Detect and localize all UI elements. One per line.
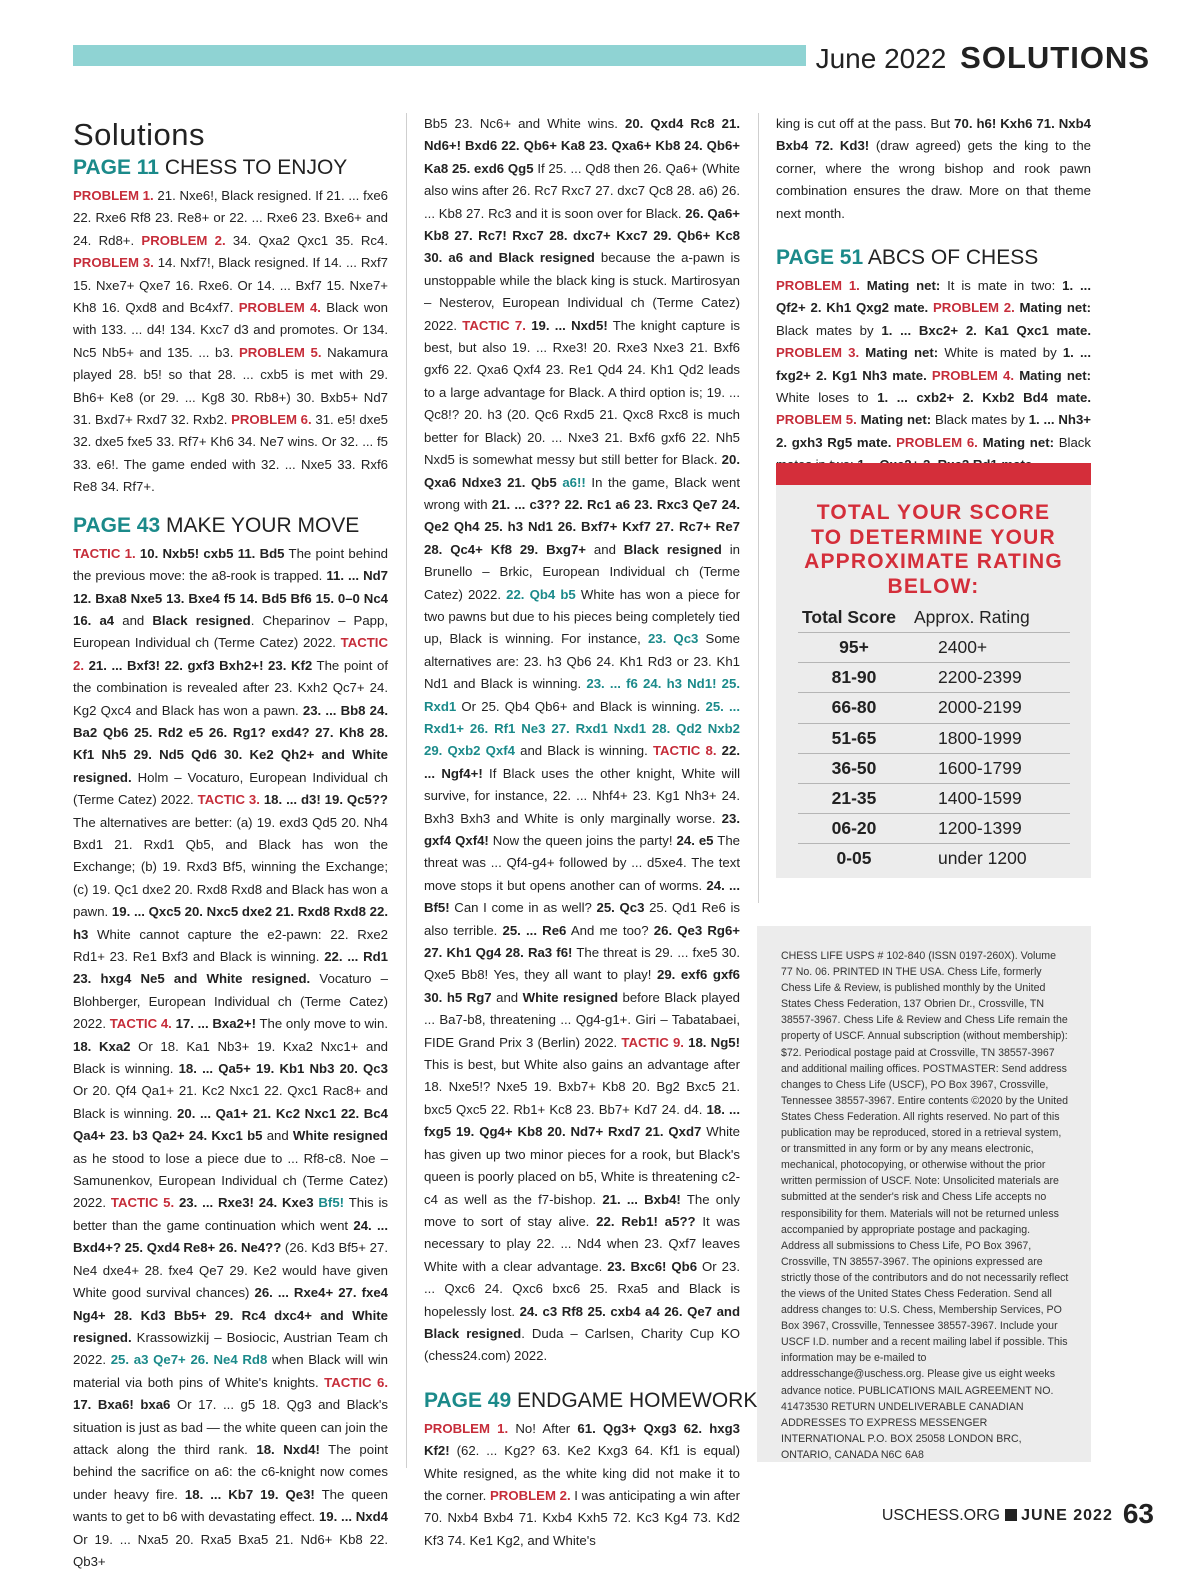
solutions-page-49-part-1: [424, 1418, 740, 1552]
section-heading-page-51: PAGE 51 ABCS OF CHESS: [776, 246, 1039, 270]
text-run: White resigned: [522, 989, 618, 1005]
text-run: This is best, but White also gains an advantage after 18. Nxe5!? Nxe5 19. Bxb7+ Kb8 20. Bg2 Bxc5 21. bxc5 Qxc5 22. Rb1+ Kc8 23. Bb7+ Kd7 24. d4.: [424, 1057, 740, 1117]
text-run: The knight capture is best, but also 19. ... Rxe3! 20. Rxe3 Nxe3 21. Bxf6 gxf6 22. Qxa6 Qxf4 23. Re1 Qd4 24. Kh1 Qd2 leads to a large advantage for Black. A third option is; 19. ... Qc8!? 20. h3 (20. Qc6 Rxd5 21. Qxc8 Rxc8 is much better for Black) 20. ... Nxe3 21. Bxf6 gxf6 22. Nh5 Nxd5 is somewhat messy but still better for Black.: [424, 317, 740, 468]
text-run: Holm – Vocaturo, European Individual ch (Terme Catez) 2022.: [73, 769, 388, 808]
text-run: The only move to win.: [255, 1016, 388, 1032]
table-row: 95+ 2400+: [798, 633, 1070, 663]
text-run: 19. ... Nxd5!: [531, 317, 608, 333]
text-run: Now the queen joins the party!: [488, 833, 677, 848]
text-run: White is mated by: [938, 345, 1063, 361]
footer-month: JUNE 2022: [1021, 1507, 1113, 1524]
text-run: TACTIC 5.: [110, 1195, 179, 1211]
text-run: 1. ... cxb2+ 2. Kxb2 Bd4 mate.: [877, 390, 1091, 406]
text-run: Black mates by: [931, 412, 1029, 428]
text-run: White cannot capture the e2-pawn: 22. Rxe2 Rd1+ 23. Re1 Bxf3 and Black is winning.: [73, 926, 388, 964]
score-rating-box: [776, 463, 1091, 878]
text-run: No! After: [515, 1420, 578, 1436]
text-run: White loses to: [776, 390, 878, 406]
text-run: 22. ... Ngf4+!: [424, 743, 740, 781]
page-title: Solutions: [73, 117, 206, 152]
text-run: PROBLEM 3.: [776, 345, 866, 361]
text-run: (26. Kd3 Bf5+ 27. Ne4 dxe4+ 28. fxe4 Qe7 29. Ke2 would have given White good survival chances): [73, 1240, 388, 1301]
column-divider: [406, 113, 407, 1468]
text-run: Black: [1058, 434, 1091, 450]
text-run: Black resigned: [623, 541, 722, 557]
text-run: 23. Qc3: [647, 631, 699, 647]
text-run: 19. ... Nxd4: [318, 1509, 389, 1525]
table-row: 36-50 1600-1799: [798, 753, 1070, 783]
text-run: 23. gxf4 Qxf4!: [424, 810, 740, 848]
text-run: 1. ... fxg2+ 2. Kg1 Nh3 mate.: [776, 345, 1092, 383]
text-run: Bf5!: [318, 1195, 345, 1211]
text-run: PROBLEM 4.: [931, 367, 1020, 383]
text-run: when Black will win material via both pins of White's knights.: [73, 1352, 389, 1390]
text-run: 21. ... c3?? 22. Rc1 a6 23. Rxc3 Qe7 24. Qe2 Qh4 25. h3 Nd1 26. Bxf7+ Kxf7 27. Rc7+ Re7 28. Qc4+ Kf8 29. Bxg7+: [424, 496, 741, 557]
text-run: 17. ... Bxa2+!: [175, 1016, 256, 1032]
text-run: The only move to sort of stay alive.: [424, 1191, 740, 1229]
text-run: And me too?: [566, 922, 654, 938]
text-run: It is mate in two:: [940, 278, 1063, 294]
table-row: 81-90 2200-2399: [798, 663, 1070, 693]
text-run: PROBLEM 2.: [933, 300, 1020, 316]
text-run: 18. ... fxg5 19. Qg4+ Kb8 20. Nd7+ Rxd7 21. Qxd7: [424, 1101, 740, 1140]
text-run: Mating net:: [860, 412, 932, 428]
text-run: TACTIC 3.: [197, 792, 264, 808]
header-month: June 2022: [815, 43, 947, 74]
section-heading-page-43: PAGE 43 MAKE YOUR MOVE: [73, 513, 360, 537]
text-run: 25. Qd1 Re6 is also terrible.: [424, 900, 740, 938]
text-run: Mating net:: [866, 278, 941, 294]
text-run: If 25. ... Qd8 then 26. Qa6+ (White also wins after 26. Rc7 Rxc7 27. dxc7 Qc8 28. a6) 26. ... Kb8 27. Rc3 and it is soon over for Black.: [424, 160, 740, 221]
text-run: Or 25. Qb4 Qb6+ and Black is winning.: [456, 698, 706, 714]
text-run: Bb5 23. Nc6+ and White wins.: [424, 116, 625, 131]
text-run: 20. ... Qa1+ 21. Kc2 Nxc1 22. Bc4 Qa4+ 23. b3 Qa2+ 24. Kxc1 b5: [73, 1105, 388, 1144]
text-run: PROBLEM 6.: [896, 434, 983, 450]
text-run: Mating net:: [982, 434, 1054, 450]
text-run: 21. ... Bxb4!: [602, 1191, 681, 1207]
text-run: The point of the combination is revealed after 23. Kxh2 Qc7+ 24. Kg2 Qxc4 and Black has won a pawn.: [73, 657, 388, 718]
text-run: 19. ... Qxc5 20. Nxc5 dxe2 21. Rxd8 Rxd8 22. h3: [73, 904, 388, 942]
text-run: 26. ... Rxe4+ 27. fxe4 Ng4+ 28. Kd3 Bb5+ 29. Rc4 dxc4+ and White resigned.: [73, 1285, 388, 1345]
score-box-accent: [776, 463, 1091, 485]
text-run: Black mates by: [776, 322, 882, 338]
text-run: TACTIC 7.: [462, 317, 532, 333]
text-run: 21. ... Bxf3! 22. gxf3 Bxh2+! 23. Kf2: [88, 657, 313, 673]
text-run: Mating net:: [1019, 367, 1092, 383]
text-run: Vocaturo – Blohberger, European Individual ch (Terme Catez) 2022.: [73, 971, 389, 1032]
text-run: Or 17. ... g5 18. Qg3 and Black's situation is just as bad — the white queen can join the attack along the third rank.: [73, 1397, 389, 1457]
header-section: SOLUTIONS: [960, 40, 1150, 75]
text-run: Some alternatives are: 23. h3 Qb6 24. Kh1 Rd3 or 23. Kh1 Nd1 and Black is winning.: [424, 631, 740, 692]
text-run: Or 19. ... Nxa5 20. Rxa5 Bxa5 21. Nd6+ Kb8 22. Qb3+: [73, 1531, 388, 1569]
text-run: 61. Qg3+ Qxg3 62. hxg3 Kf2!: [424, 1420, 740, 1459]
solutions-page-43-part-2: [424, 113, 740, 1368]
text-run: 25. a3 Qe7+ 26. Ne4 Rd8: [110, 1352, 268, 1368]
text-run: 20. Qxd4 Rc8 21. Nd6+! Bxd6 22. Qb6+ Ka8 23. Qxa6+ Kb8 24. Qb6+ Ka8 25. exd6 Qg5: [424, 116, 740, 176]
text-run: (draw agreed) gets the king to the corner, where the wrong bishop and rook pawn combination ensures the draw. More on that theme next month.: [776, 138, 1092, 221]
text-run: 17. Bxa6! bxa6: [73, 1397, 171, 1413]
solutions-page-49-part-2: [776, 113, 1091, 225]
text-run: PROBLEM 1.: [776, 278, 867, 294]
text-run: Can I come in as well?: [449, 900, 597, 916]
text-run: in Brunello – Brkic, European Individual ch (Terme Catez) 2022.: [424, 541, 740, 602]
text-run: 20. Qxa6 Ndxe3 21. Qb5: [424, 452, 740, 490]
text-run: TACTIC 1.: [73, 545, 140, 561]
solutions-page-43-part-1: [73, 543, 388, 1573]
text-run: 23. ... Rxe3! 24. Kxe3: [178, 1195, 314, 1211]
text-run: 22. Reb1! a5??: [596, 1213, 696, 1229]
text-run: and: [491, 989, 523, 1005]
footer-site: USCHESS.ORG: [881, 1507, 1001, 1524]
text-run: . Duda – Carlsen, Charity Cup KO (chess24.com) 2022.: [424, 1325, 740, 1364]
text-run: 25. ... Rxd1+ 26. Rf1 Ne3 27. Rxd1 Nxd1 28. Qd2 Nxb2 29. Qxb2 Qxf4: [424, 698, 740, 759]
text-run: PROBLEM 5.: [776, 412, 861, 428]
text-run: as he stood to lose a piece due to ... Rf8-c8. Noe – Samunenkov, European Individual ch (Terme Catez) 2022.: [73, 1150, 388, 1211]
table-row: 51-65 1800-1999: [798, 723, 1070, 753]
header-accent-bar: [73, 45, 806, 66]
column-1: [73, 113, 388, 1573]
text-run: a6!!: [562, 474, 586, 490]
text-run: PROBLEM 1.: [424, 1420, 516, 1436]
text-run: 24. e5: [676, 833, 714, 848]
table-row: 0-05 under 1200: [836, 848, 1027, 869]
text-run: 18. Nxd4!: [256, 1441, 320, 1457]
text-run: 26. Qa6+ Kb8 27. Rc7! Rxc7 28. dxc7+ Kxc7 29. Qb6+ Kc8 30. a6 and Black resigned: [424, 205, 741, 266]
text-run: and: [586, 541, 624, 557]
text-run: Krassowizkij – Bosiocic, Austrian Team ch 2022.: [73, 1329, 388, 1368]
text-run: 1. ... Qf2+ 2. Kh1 Qxg2 mate.: [776, 278, 1092, 316]
text-run: 18. ... Qa5+ 19. Kb1 Nb3 20. Qc3: [178, 1061, 388, 1077]
text-run: 18. ... d3! 19. Qc5??: [263, 792, 388, 808]
text-run: . Cheparinov – Papp, European Individual ch (Terme Catez) 2022.: [73, 612, 388, 651]
rating-table-header: [798, 605, 1070, 633]
text-run: TACTIC 4.: [109, 1016, 176, 1032]
page-footer: [882, 1498, 1154, 1530]
text-run: The alternatives are better: (a) 19. exd3 Qd5 20. Nh4 Bxd1 21. Rxd1 Qb5, and Black has won the Exchange; (b) 19. Rxd3 Bf5, winning the Exchange; (c) 19. Qc1 dxe2 20. Rxd8 Rxd8 and Black has won a pawn.: [73, 814, 388, 920]
square-bullet-icon: [1005, 1509, 1017, 1521]
text-run: White resigned: [292, 1128, 388, 1144]
text-run: 22. ... Rd1 23. hxg4 Ne5 and White resigned.: [73, 949, 388, 987]
text-run: (62. ... Kg2? 63. Ke2 Kxg3 64. Kf1 is equal) White resigned, as the white king did not make it to the corner.: [424, 1443, 740, 1503]
text-run: 24. ... Bf5!: [424, 877, 740, 916]
text-run: 11. ... Nd7 12. Bxa8 Nxe5 13. Bxe4 f5 14. Bd5 Bf6 15. 0–0 Nc4 16. a4: [73, 568, 388, 628]
column-header-approx-rating: Approx. Rating: [910, 605, 1070, 633]
text-run: 23. ... f6 24. h3 Nd1! 25. Rxd1: [424, 676, 740, 714]
text-run: 70. h6! Kxh6 71. Nxb4 Bxb4 72. Kd3!: [776, 116, 1091, 154]
section-heading-page-11: PAGE 11 CHESS TO ENJOY: [73, 156, 348, 179]
text-run: 1. ... Nh3+ 2. gxh3 Rg5 mate.: [776, 412, 1092, 450]
text-run: If Black uses the other knight, White will survive, for instance, 22. ... Nhf4+ 23. Kg1 Nh3+ 24. Bxh3 Bxh3 and White is only marginally worse.: [424, 765, 740, 826]
text-run: White has given up two minor pieces for a rook, but Black's queen is poorly placed on b5, White is threatening c2-c4 as well as the f7-bishop.: [424, 1124, 741, 1207]
text-run: and Black is winning.: [514, 743, 653, 759]
text-run: 29. exf6 gxf6 30. h5 Rg7: [424, 967, 741, 1005]
text-run: 18. ... Kb7 19. Qe3!: [184, 1486, 315, 1502]
text-run: 18. Kxa2: [73, 1038, 131, 1054]
text-run: The point behind the previous move: the a8-rook is trapped.: [73, 545, 388, 584]
solutions-page-11: PROBLEM 1. 21. Nxe6!, Black resigned. If 21. ... fxe6 22. Rxe6 Rf8 23. Re8+ or 22. ... Rxe6 23. Bxe6+ and 24. Rd8+. PROBLEM 2. 34. Qxa2 Qxc1 35. Rc4. PROBLEM 3. 14. Nxf7!, Black resigned. If 14. ... Rxf7 15. Nxe7+ Qxe7 16. Rxe6. Or 14. ... Bxf7 15. Nxe7+ Kh8 16. Qxd8 and Bc4xf7. PROBLEM 4. Black won with 133. ... d4! 134. Kxc7 d3 and promotes. Or 134. Nc5 Nb5+ and 135. ... b3. PROBLEM 5. Nakamura played 28. b5! so that 28. ... cxb5 is met with 29. Bh6+ Ke8 (or 29. ... Kg8 30. Rb8+) 30. Bxb5+ Nd7 31. Bxd7+ Rxd7 32. Rxb2. PROBLEM 6. 31. e5! dxe5 32. dxe5 fxe5 33. Rf7+ Kh6 34. Ne7 wins. Or 32. ... f5 33. e6!. The game ended with 32. ... Nxe5 33. Rxf6 Re8 34. Rf7+.: [73, 188, 389, 495]
text-run: In the game, Black went wrong with: [424, 474, 740, 512]
text-run: TACTIC 8.: [652, 743, 722, 759]
text-run: Mating net:: [1019, 300, 1092, 316]
column-3: [776, 113, 1091, 477]
text-run: 23. Bxc6! Qb6: [607, 1258, 698, 1274]
column-header-total-score: Total Score: [798, 605, 910, 633]
text-run: TACTIC 9.: [621, 1034, 689, 1050]
text-run: before Black played ... Ba7-b8, threatening ... Qg4-g1+. Giri – Tabatabaei, FIDE Grand Prix 3 (Berlin) 2022.: [424, 989, 740, 1050]
solutions-page-51: [776, 275, 1091, 477]
column-2: [424, 113, 758, 1552]
text-run: 26. Qe3 Rg6+ 27. Kh1 Qg4 28. Ra3 f6!: [424, 922, 740, 961]
text-run: king is cut off at the pass. But: [776, 116, 955, 131]
text-run: 25. ... Re6: [502, 922, 567, 938]
text-run: This is better than the game continuation which went: [73, 1195, 388, 1233]
text-run: The threat was ... Qf4-g4+ followed by ... d5xe4. The text move stops it but opens another can of worms.: [424, 833, 741, 893]
text-run: TACTIC 6.: [324, 1374, 388, 1390]
rating-table: [798, 605, 1070, 874]
text-run: Or 20. Qf4 Qa1+ 21. Kc2 Nxc1 22. Qxc1 Rac8+ and Black is winning.: [73, 1083, 388, 1121]
publication-notice: CHESS LIFE USPS # 102-840 (ISSN 0197-260X). Volume 77 No. 06. PRINTED IN THE USA. Chess Life, formerly Chess Life & Review, is published monthly by the United States Chess Federation, 137 Obrien Dr., Crossville, TN 38557-3967. Chess Life & Review and Chess Life remain the property of USCF. Annual subscription (without membership): $72. Periodical postage paid at Crossville, TN 38557-3967 and additional mailing offices. POSTMASTER: Send address changes to Chess Life (USCF), PO Box 3967, Crossville, Tennessee 38557-3967. Entire contents ©2020 by the United States Chess Federation. All rights reserved. No part of this publication may be reproduced, stored in a retrieval system, or transmitted in any form or by any means electronic, mechanical, photocopying, or otherwise without the prior written permission of USCF. Note: Unsolicited materials are submitted at the sender's risk and Chess Life accepts no responsibility for them. Materials will not be returned unless accompanied by appropriate postage and packaging. Address all submissions to Chess Life, PO Box 3967, Crossville, TN 38557-3967. The opinions expressed are strictly those of the contributors and do not necessarily reflect the views of the United States Chess Federation. Send all address changes to: U.S. Chess, Membership Services, PO Box 3967, Crossville, Tennessee 38557-3967. Include your USCF I.D. number and a recent mailing label if possible. This information may be e-mailed to addresschange@uschess.org. Please give us eight weeks advance notice. PUBLICATIONS MAIL AGREEMENT NO. 41473530 RETURN UNDELIVERABLE CANADIAN ADDRESSES TO EXPRESS MESSENGER INTERNATIONAL P.O. BOX 25058 LONDON BRC, ONTARIO, CANADA N6C 6A8: [757, 926, 1091, 1462]
text-run: and: [262, 1128, 293, 1144]
table-row: 21-35 1400-1599: [798, 783, 1070, 813]
score-box-title: TOTAL YOUR SCORE TO DETERMINE YOUR APPROXIMATE RATING BELOW:: [804, 501, 1063, 598]
text-run: 23. ... Bb8 24. Ba2 Qb6 25. Rd2 e5 26. Rg1? exd4? 27. Kh8 28. Kf1 Nh5 29. Nd5 Qd6 30. Ke2 Qh2+ and White resigned.: [73, 702, 388, 785]
text-run: 22. Qb4 b5: [506, 586, 576, 602]
text-run: 10. Nxb5! cxb5 11. Bd5: [139, 545, 285, 561]
page-header: [816, 40, 1150, 76]
table-row: 06-20 1200-1399: [798, 814, 1070, 844]
text-run: The queen wants to get to b6 with devastating effect.: [73, 1486, 388, 1525]
text-run: I was anticipating a win after 70. Nxb4 Bxb4 71. Kxb4 Kxh5 72. Kc3 Kg4 73. Kd2 Kf3 74. Ke1 Kg2, and White's: [424, 1487, 740, 1548]
text-run: The threat is 29. ... fxe5 30. Qxe5 Bb8! Yes, they all want to play!: [424, 945, 740, 983]
page-number: 63: [1122, 1498, 1154, 1529]
text-run: The point behind the sacrifice on a6: the c6-knight now comes under heavy fire.: [73, 1441, 388, 1502]
text-run: Black resigned: [152, 612, 251, 628]
text-run: 25. Qc3: [596, 900, 645, 916]
text-run: It was necessary to play 22. ... Nd4 when 23. Qxf7 leaves White with a clear advantage.: [424, 1213, 740, 1274]
text-run: PROBLEM 2.: [490, 1487, 575, 1503]
text-run: Or 23. ... Qxc6 24. Qxc6 bxc6 25. Rxa5 and Black is hopelessly lost.: [424, 1258, 740, 1319]
text-run: 24. ... Bxd4+? 25. Qxd4 Re8+ 26. Ne4??: [73, 1217, 388, 1256]
table-row: 66-80 2000-2199: [798, 693, 1070, 723]
text-run: 24. c3 Rf8 25. cxb4 a4 26. Qe7 and Black resigned: [424, 1303, 741, 1341]
section-heading-page-49: PAGE 49 ENDGAME HOMEWORK: [424, 1388, 758, 1412]
column-divider: [758, 113, 759, 903]
text-run: White has won a piece for two pawns but due to his pieces being completely tied up, Black is winning. For instance,: [424, 586, 741, 647]
text-run: Or 18. Ka1 Nb3+ 19. Kxa2 Nxc1+ and Black is winning.: [73, 1038, 388, 1077]
text-run: and: [114, 612, 153, 628]
text-run: because the a-pawn is unstoppable while the black king is stuck. Martirosyan – Nesterov, European Individual ch (Terme Catez) 2022.: [424, 250, 740, 333]
text-run: Mating net:: [865, 345, 939, 361]
text-run: 18. Ng5!: [688, 1034, 740, 1050]
text-run: 1. ... Bxc2+ 2. Ka1 Qxc1 mate.: [881, 322, 1091, 338]
text-run: TACTIC 2.: [73, 635, 388, 673]
